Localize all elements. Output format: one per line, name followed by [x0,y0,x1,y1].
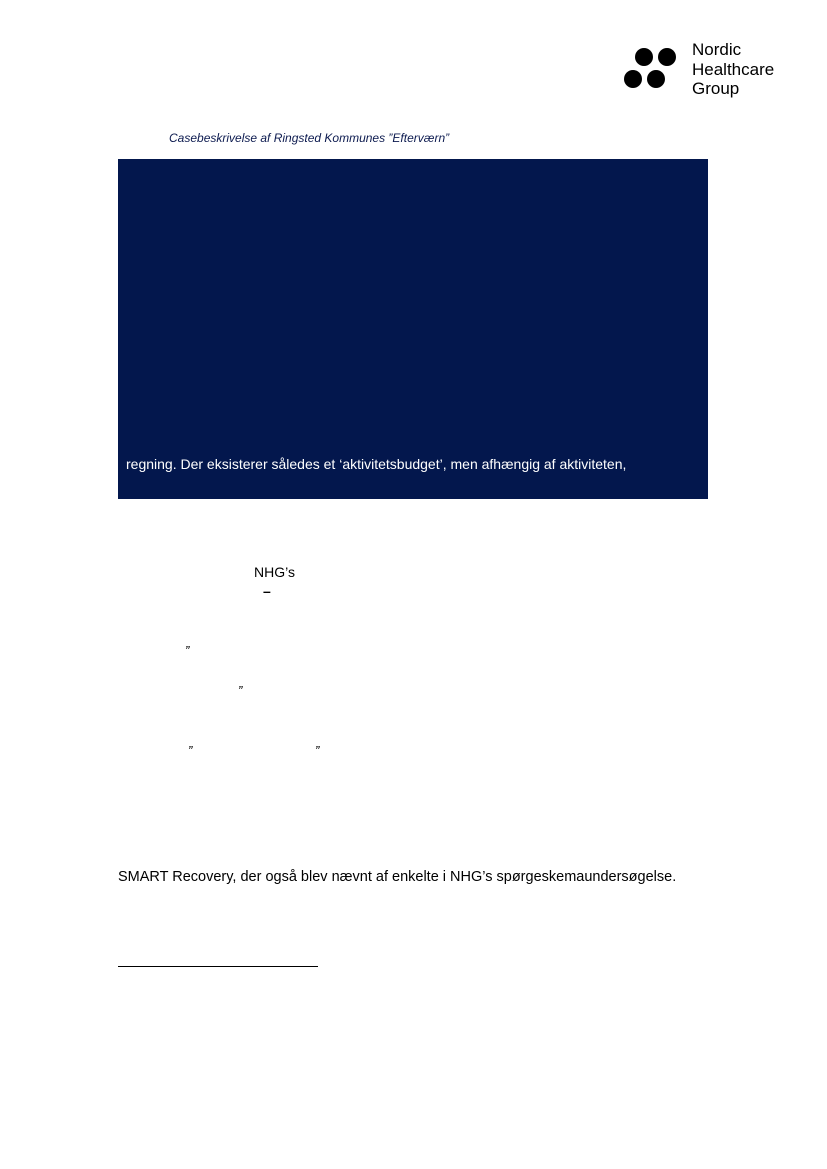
body-text-line: SMART Recovery, der også blev nævnt af enkelte i NHG’s spørgeskemaundersøgelse. [118,869,677,885]
text-fragment-dash: – [263,583,271,599]
quote-mark: ” [188,743,193,758]
logo-dot [647,70,665,88]
logo-line-2: Healthcare [692,59,775,79]
navy-box-text-line: regning. Der eksisterer således et ‘aktivitetsbudget’, men afhængig af aktiviteten, [126,456,627,472]
logo-line-1: Nordic [692,40,742,59]
nhg-logo [623,40,798,100]
logo-line-3: Group [692,79,740,98]
logo-dot [635,48,653,66]
quote-mark: ” [315,743,320,758]
footnote-separator [118,966,318,967]
four-dots-logo-icon [623,46,679,90]
logo-dot [624,70,642,88]
navy-text-box [118,159,708,499]
logo-dot [658,48,676,66]
quote-mark: ” [185,643,190,658]
logo-wordmark [692,40,774,99]
running-header: Casebeskrivelse af Ringsted Kommunes ”Efterværn” [169,131,450,145]
quote-mark: ” [238,683,243,698]
text-fragment-nhg: NHG’s [254,564,295,580]
